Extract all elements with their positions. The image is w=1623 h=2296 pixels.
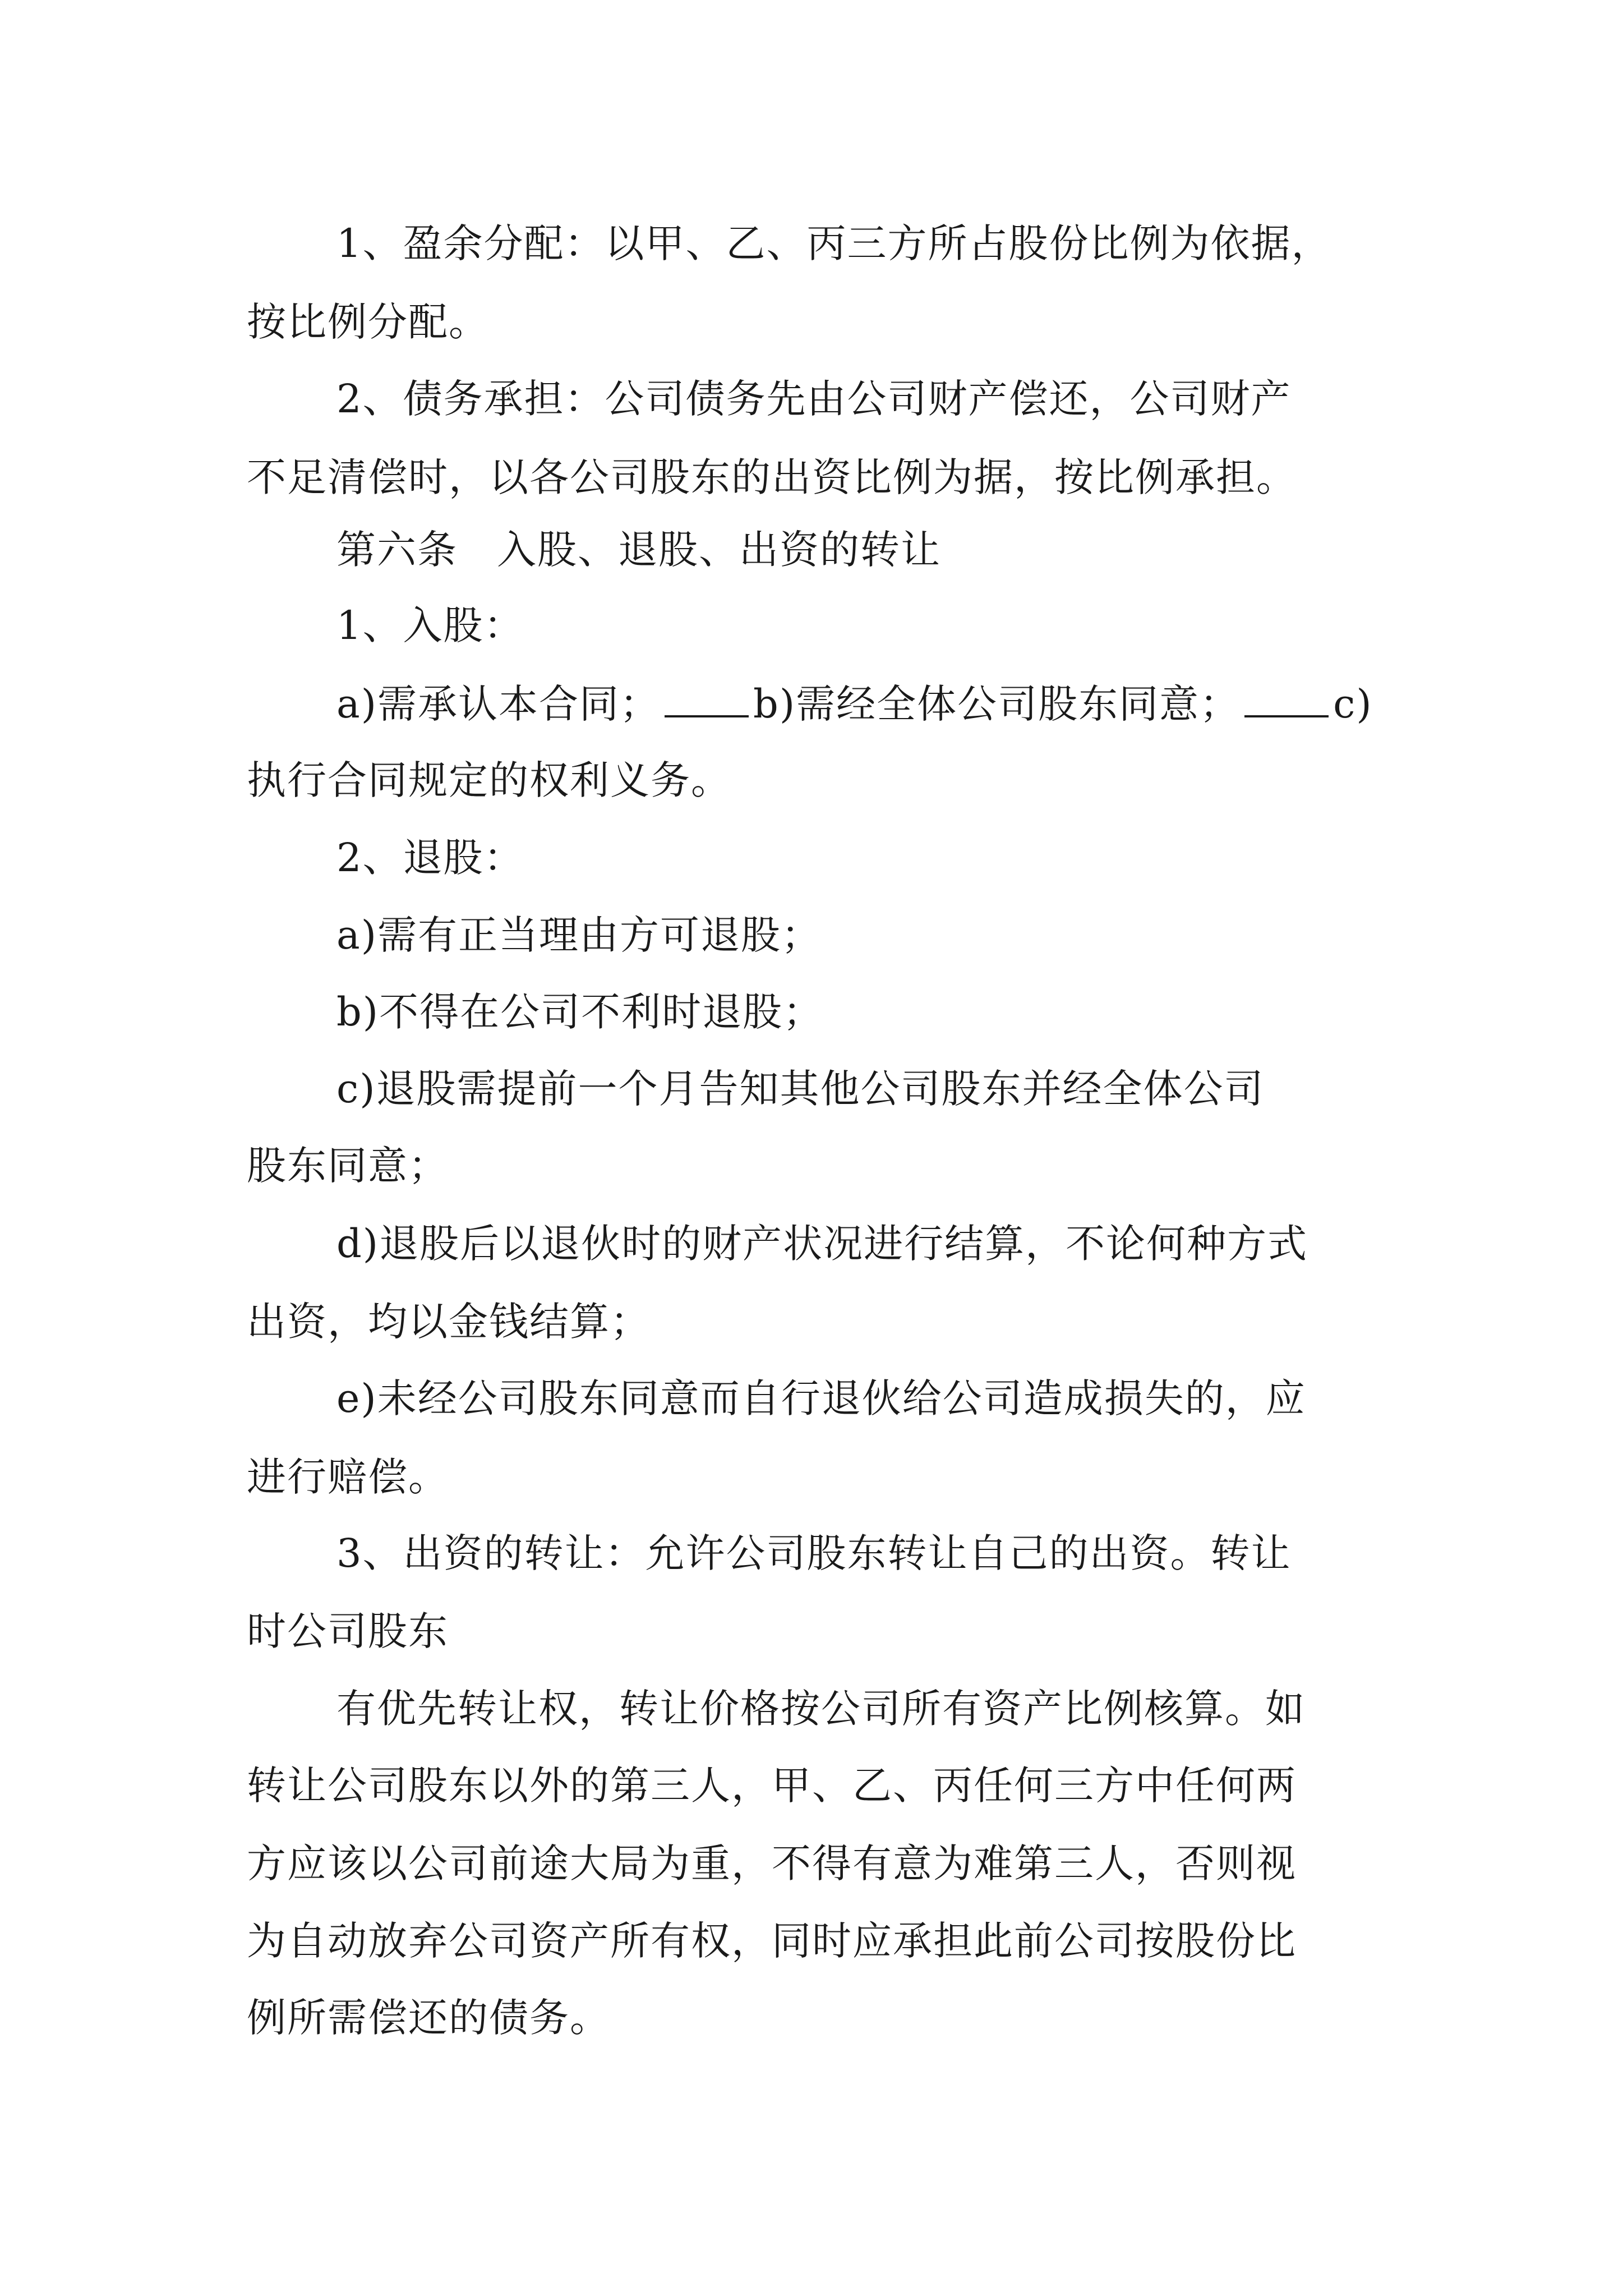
para2-line2: 不足清偿时，以各公司股东的出资比例为据，按比例承担。 (247, 454, 1297, 500)
para-last-line3: 方应该以公司前途大局为重，不得有意为难第三人，否则视 (247, 1841, 1297, 1887)
withdraw-item-a: a)需有正当理由方可退股； (336, 912, 822, 958)
para-last-line4: 为自动放弃公司资产所有权，同时应承担此前公司按股份比 (247, 1918, 1297, 1964)
para2-line1: 2、债务承担：公司债务先由公司财产偿还，公司财产 (336, 376, 1292, 422)
withdraw-item-e-line1: e)未经公司股东同意而自行退伙给公司造成损失的，应 (336, 1375, 1306, 1421)
article6-heading (336, 523, 941, 577)
para-last-line1: 有优先转让权，转让价格按公司所有资产比例核算。如 (336, 1686, 1306, 1732)
join-item-a: a)需承认本合同； (336, 681, 661, 727)
blank-underline (1244, 715, 1329, 717)
article6-title: 入股、退股、出资的转让 (497, 527, 941, 573)
para1-line1: 1、盈余分配：以甲、乙、丙三方所占股份比例为依据， (336, 220, 1332, 266)
withdraw-item-c-line1: c)退股需提前一个月告知其他公司股东并经全体公司 (336, 1066, 1265, 1112)
withdraw-heading: 2、退股： (336, 835, 524, 881)
para-last-line5: 例所需偿还的债务。 (247, 1995, 610, 2041)
transfer-line2: 时公司股东 (247, 1608, 449, 1654)
blank-underline (665, 715, 749, 717)
join-heading: 1、入股： (336, 602, 524, 648)
transfer-line1: 3、出资的转让：允许公司股东转让自己的出资。转让 (336, 1530, 1292, 1576)
join-items-line (336, 677, 1373, 731)
withdraw-item-c-line2: 股东同意； (247, 1143, 449, 1189)
article6-number: 第六条 (336, 527, 458, 573)
para1-line2: 按比例分配。 (247, 299, 489, 345)
withdraw-item-d-line1: d)退股后以退伙时的财产状况进行结算，不论何种方式 (336, 1221, 1308, 1267)
para-last-line2: 转让公司股东以外的第三人，甲、乙、丙任何三方中任何两 (247, 1763, 1297, 1809)
withdraw-item-e-line2: 进行赔偿。 (247, 1454, 449, 1500)
join-item-c: c) (1333, 681, 1373, 727)
withdraw-item-d-line2: 出资，均以金钱结算； (247, 1299, 651, 1345)
join-item-c-cont: 执行合同规定的权利义务。 (247, 757, 731, 803)
withdraw-item-b: b)不得在公司不利时退股； (336, 989, 824, 1035)
join-item-b: b)需经全体公司股东同意； (753, 681, 1241, 727)
